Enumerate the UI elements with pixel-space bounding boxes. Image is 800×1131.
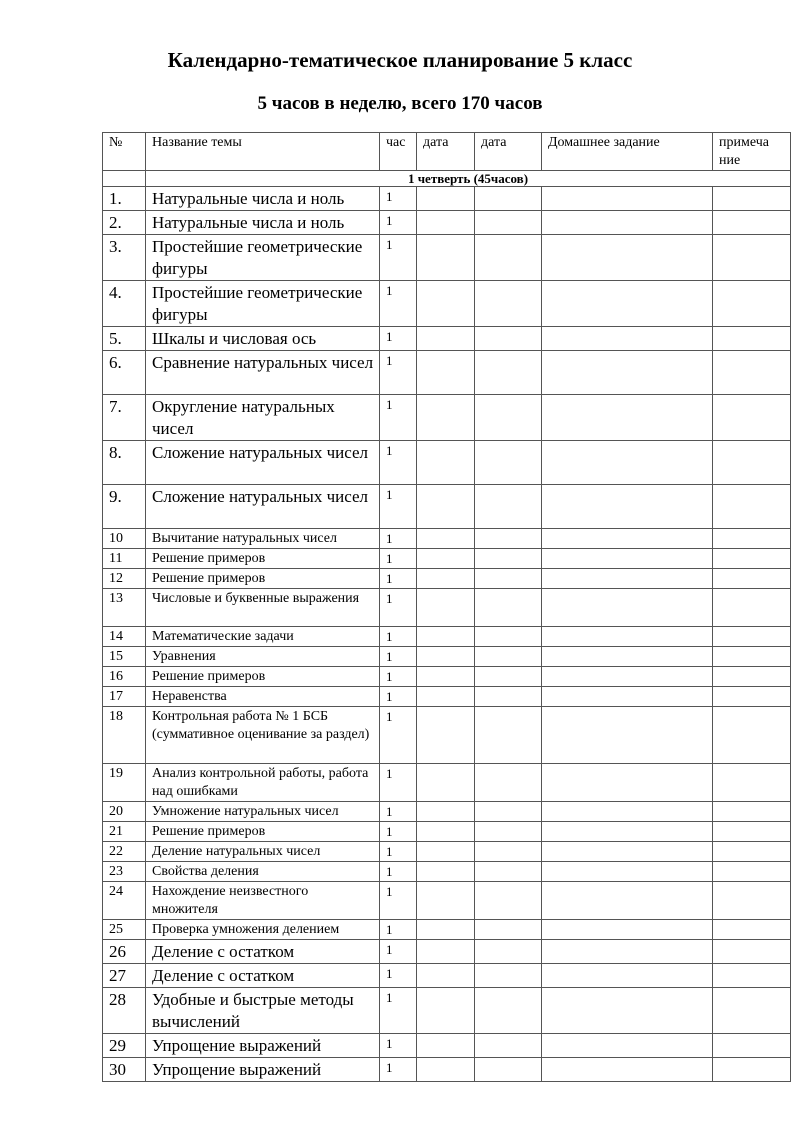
row-note [713,589,791,627]
row-topic: Решение примеров [146,822,380,842]
row-hours: 1 [380,395,417,441]
row-date-2 [475,327,542,351]
row-note [713,569,791,589]
row-note [713,764,791,802]
row-date-1 [417,351,475,395]
row-number: 13 [103,589,146,627]
row-number: 3. [103,235,146,281]
row-hours: 1 [380,882,417,920]
row-hours: 1 [380,862,417,882]
row-date-2 [475,862,542,882]
row-note [713,940,791,964]
row-note [713,211,791,235]
page-title: Календарно-тематическое планирование 5 класс [167,48,633,72]
row-date-1 [417,235,475,281]
row-homework [542,281,713,327]
row-number: 14 [103,627,146,647]
row-date-1 [417,627,475,647]
row-number: 2. [103,211,146,235]
row-note [713,1034,791,1058]
row-homework [542,707,713,764]
quarter-num-cell [103,171,146,187]
row-homework [542,667,713,687]
row-hours: 1 [380,707,417,764]
row-number: 20 [103,802,146,822]
table-row [103,988,791,1034]
table-row [103,395,791,441]
table-row [103,802,791,822]
row-date-1 [417,589,475,627]
row-topic: Анализ контрольной работы, работа над ошибками [146,764,380,802]
row-topic: Сложение натуральных чисел [146,441,380,485]
row-hours: 1 [380,187,417,211]
row-homework [542,441,713,485]
row-date-2 [475,281,542,327]
row-topic: Контрольная работа № 1 БСБ (суммативное оценивание за раздел) [146,707,380,764]
table-row [103,647,791,667]
row-note [713,802,791,822]
row-date-1 [417,1034,475,1058]
row-homework [542,549,713,569]
row-note [713,842,791,862]
row-topic: Проверка умножения делением [146,920,380,940]
row-topic: Свойства деления [146,862,380,882]
table-row [103,529,791,549]
row-note [713,351,791,395]
row-hours: 1 [380,327,417,351]
row-number: 9. [103,485,146,529]
row-topic: Упрощение выражений [146,1058,380,1082]
row-hours: 1 [380,589,417,627]
row-homework [542,327,713,351]
row-note [713,395,791,441]
row-hours: 1 [380,940,417,964]
row-date-1 [417,441,475,485]
row-date-1 [417,1058,475,1082]
table-row [103,882,791,920]
row-note [713,441,791,485]
row-topic: Нахождение неизвестного множителя [146,882,380,920]
row-number: 7. [103,395,146,441]
row-number: 30 [103,1058,146,1082]
table-row [103,667,791,687]
row-number: 6. [103,351,146,395]
row-hours: 1 [380,687,417,707]
row-note [713,964,791,988]
row-date-2 [475,549,542,569]
row-date-2 [475,667,542,687]
row-number: 19 [103,764,146,802]
page-subtitle: 5 часов в неделю, всего 170 часов [257,93,543,114]
row-topic: Решение примеров [146,667,380,687]
table-row [103,687,791,707]
row-note [713,529,791,549]
row-date-1 [417,687,475,707]
row-topic: Сравнение натуральных чисел [146,351,380,395]
row-number: 12 [103,569,146,589]
table-row [103,1058,791,1082]
row-date-1 [417,822,475,842]
row-hours: 1 [380,964,417,988]
row-homework [542,569,713,589]
row-homework [542,627,713,647]
row-homework [542,940,713,964]
row-date-2 [475,920,542,940]
row-date-2 [475,764,542,802]
row-date-2 [475,569,542,589]
row-note [713,187,791,211]
row-date-1 [417,569,475,589]
table-row [103,441,791,485]
row-date-2 [475,485,542,529]
row-date-2 [475,802,542,822]
row-date-1 [417,549,475,569]
row-hours: 1 [380,549,417,569]
row-note [713,647,791,667]
row-date-2 [475,822,542,842]
row-date-2 [475,211,542,235]
row-homework [542,862,713,882]
row-hours: 1 [380,822,417,842]
row-number: 11 [103,549,146,569]
row-topic: Простейшие геометрические фигуры [146,281,380,327]
row-topic: Решение примеров [146,569,380,589]
row-date-1 [417,964,475,988]
row-note [713,667,791,687]
row-date-2 [475,647,542,667]
row-date-1 [417,882,475,920]
row-date-2 [475,964,542,988]
quarter-label: 1 четверть (45часов) [146,171,791,187]
row-date-1 [417,395,475,441]
table-row [103,842,791,862]
quarter-row [103,171,791,187]
table-row [103,862,791,882]
row-date-1 [417,920,475,940]
row-topic: Деление натуральных чисел [146,842,380,862]
table-row [103,822,791,842]
row-hours: 1 [380,1034,417,1058]
row-number: 4. [103,281,146,327]
row-topic: Неравенства [146,687,380,707]
row-date-1 [417,327,475,351]
row-date-1 [417,667,475,687]
table-row [103,187,791,211]
row-date-2 [475,441,542,485]
row-date-2 [475,395,542,441]
row-homework [542,1058,713,1082]
row-hours: 1 [380,764,417,802]
row-note [713,549,791,569]
row-homework [542,211,713,235]
row-hours: 1 [380,988,417,1034]
row-topic: Уравнения [146,647,380,667]
row-hours: 1 [380,802,417,822]
row-hours: 1 [380,667,417,687]
row-hours: 1 [380,1058,417,1082]
row-topic: Упрощение выражений [146,1034,380,1058]
row-hours: 1 [380,351,417,395]
row-date-2 [475,187,542,211]
table-row [103,327,791,351]
row-date-2 [475,842,542,862]
row-note [713,281,791,327]
header-hours: час [380,133,417,171]
table-row [103,485,791,529]
row-homework [542,589,713,627]
row-date-1 [417,485,475,529]
row-hours: 1 [380,569,417,589]
row-note [713,235,791,281]
row-homework [542,964,713,988]
row-number: 27 [103,964,146,988]
row-number: 23 [103,862,146,882]
row-topic: Удобные и быстрые методы вычислений [146,988,380,1034]
row-topic: Деление с остатком [146,964,380,988]
row-number: 26 [103,940,146,964]
row-number: 25 [103,920,146,940]
row-date-1 [417,647,475,667]
row-topic: Простейшие геометрические фигуры [146,235,380,281]
row-hours: 1 [380,842,417,862]
row-hours: 1 [380,211,417,235]
row-topic: Натуральные числа и ноль [146,211,380,235]
row-topic: Вычитание натуральных чисел [146,529,380,549]
row-homework [542,1034,713,1058]
table-row [103,549,791,569]
row-number: 17 [103,687,146,707]
row-note [713,988,791,1034]
row-topic: Сложение натуральных чисел [146,485,380,529]
row-date-1 [417,281,475,327]
row-date-2 [475,940,542,964]
row-homework [542,988,713,1034]
header-topic: Название темы [146,133,380,171]
row-homework [542,235,713,281]
row-homework [542,187,713,211]
row-date-1 [417,842,475,862]
table-row [103,569,791,589]
row-topic: Натуральные числа и ноль [146,187,380,211]
row-hours: 1 [380,441,417,485]
row-number: 29 [103,1034,146,1058]
row-date-2 [475,589,542,627]
row-homework [542,920,713,940]
row-note [713,687,791,707]
row-number: 24 [103,882,146,920]
row-note [713,862,791,882]
table-row [103,1034,791,1058]
row-note [713,920,791,940]
row-date-1 [417,940,475,964]
row-hours: 1 [380,235,417,281]
row-topic: Решение примеров [146,549,380,569]
row-date-2 [475,1034,542,1058]
row-topic: Округление натуральных чисел [146,395,380,441]
row-number: 10 [103,529,146,549]
header-homework: Домашнее задание [542,133,713,171]
row-note [713,882,791,920]
row-date-1 [417,211,475,235]
table-row [103,920,791,940]
row-date-1 [417,764,475,802]
row-date-2 [475,351,542,395]
row-note [713,822,791,842]
row-homework [542,882,713,920]
row-date-2 [475,988,542,1034]
row-note [713,707,791,764]
row-homework [542,802,713,822]
table-row [103,351,791,395]
row-note [713,1058,791,1082]
row-date-2 [475,707,542,764]
planning-table [102,132,791,1082]
row-date-2 [475,235,542,281]
row-number: 1. [103,187,146,211]
row-homework [542,351,713,395]
row-date-1 [417,529,475,549]
row-date-1 [417,862,475,882]
row-date-1 [417,707,475,764]
table-row [103,211,791,235]
row-homework [542,395,713,441]
row-date-2 [475,627,542,647]
row-topic: Математические задачи [146,627,380,647]
row-date-2 [475,1058,542,1082]
row-number: 18 [103,707,146,764]
table-row [103,589,791,627]
row-number: 5. [103,327,146,351]
table-header-row [103,133,791,171]
table-row [103,235,791,281]
row-number: 21 [103,822,146,842]
table-row [103,964,791,988]
row-number: 16 [103,667,146,687]
row-number: 28 [103,988,146,1034]
row-hours: 1 [380,647,417,667]
table-row [103,707,791,764]
header-date-2: дата [475,133,542,171]
table-row [103,940,791,964]
row-hours: 1 [380,920,417,940]
row-homework [542,529,713,549]
row-hours: 1 [380,281,417,327]
row-note [713,627,791,647]
row-number: 22 [103,842,146,862]
row-number: 8. [103,441,146,485]
row-date-2 [475,882,542,920]
row-hours: 1 [380,529,417,549]
header-date-1: дата [417,133,475,171]
row-hours: 1 [380,485,417,529]
row-homework [542,485,713,529]
row-topic: Умножение натуральных чисел [146,802,380,822]
row-homework [542,764,713,802]
row-homework [542,647,713,667]
row-number: 15 [103,647,146,667]
row-homework [542,822,713,842]
row-homework [542,687,713,707]
table-row [103,281,791,327]
table-row [103,764,791,802]
row-note [713,485,791,529]
row-date-1 [417,187,475,211]
row-hours: 1 [380,627,417,647]
row-topic: Числовые и буквенные выражения [146,589,380,627]
row-date-2 [475,687,542,707]
row-homework [542,842,713,862]
table-row [103,627,791,647]
row-note [713,327,791,351]
row-topic: Шкалы и числовая ось [146,327,380,351]
row-date-2 [475,529,542,549]
header-num: № [103,133,146,171]
header-note: примеча ние [713,133,791,171]
row-topic: Деление с остатком [146,940,380,964]
row-date-1 [417,802,475,822]
row-date-1 [417,988,475,1034]
